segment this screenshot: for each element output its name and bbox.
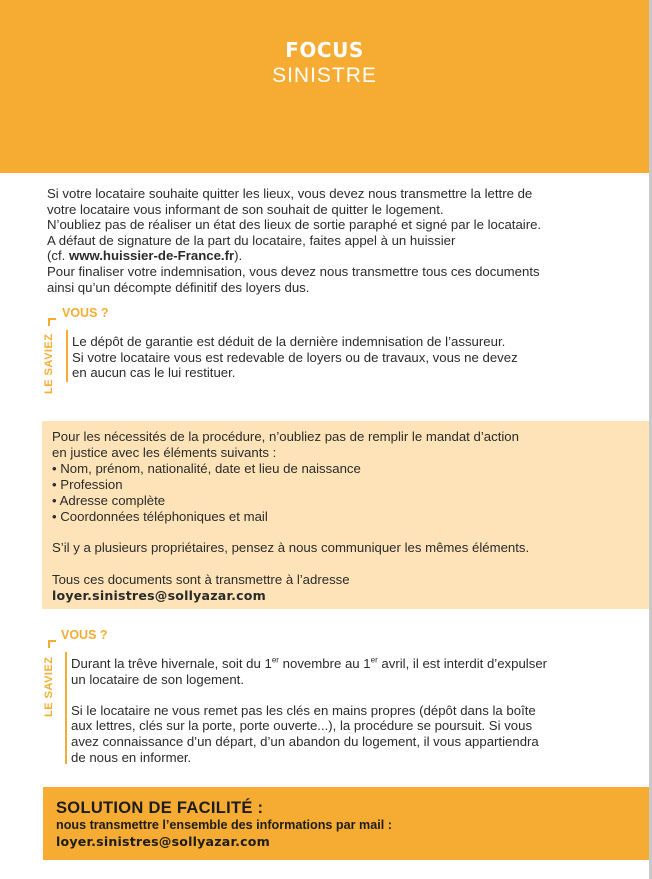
procedure-box <box>42 421 649 609</box>
did-you-know-vous-label: VOUS ? <box>62 306 109 320</box>
solution-box <box>43 787 649 860</box>
list-item: • Coordonnées téléphoniques et mail <box>52 509 612 525</box>
did-you-know-2 <box>43 628 613 768</box>
bracket-right <box>65 652 67 764</box>
procedure-line: Pour les nécessités de la procédure, n’oubliez pas de remplir le mandat d’action <box>52 429 519 444</box>
did-you-know-line: de nous en informer. <box>71 749 192 765</box>
solution-title: SOLUTION DE FACILITÉ : <box>56 799 264 817</box>
intro-line: ainsi qu’un décompte définitif des loyers dus. <box>47 279 310 295</box>
intro-line: Si votre locataire souhaite quitter les lieux, vous devez nous transmettre la lettre de <box>47 186 533 201</box>
solution-email-link[interactable]: loyer.sinistres@sollyazar.com <box>56 834 270 849</box>
list-item: • Adresse complète <box>52 493 612 509</box>
send-note: Tous ces documents sont à transmettre à l’adresse <box>52 572 350 588</box>
text-run: Durant la trêve hivernale, soit du 1 <box>71 656 272 671</box>
did-you-know-line: en aucun cas le lui restituer. <box>72 365 236 381</box>
bracket-side <box>48 318 50 326</box>
list-item: • Nom, prénom, nationalité, date et lieu de naissance <box>52 461 612 477</box>
did-you-know-line: aux lettres, clés sur la porte, porte ouverte...), la procédure se poursuit. Si vous <box>71 718 533 734</box>
intro-text <box>47 186 617 295</box>
did-you-know-line: avez connaissance d’un départ, d’un abandon du logement, il vous appartiendra <box>71 733 539 749</box>
intro-line: N’oubliez pas de réaliser un état des lieux de sortie paraphé et signé par le locataire. <box>47 217 542 233</box>
intro-line <box>47 248 617 264</box>
intro-line-prefix: (cf. <box>47 248 69 264</box>
did-you-know-vertical-label: LE SAVIEZ <box>43 656 55 718</box>
did-you-know-vous-label: VOUS ? <box>61 628 108 642</box>
superscript: er <box>370 655 378 665</box>
requirements-list <box>52 461 612 525</box>
intro-line: A défaut de signature de la part du locataire, faites appel à un huissier <box>47 232 456 248</box>
did-you-know-line: Si votre locataire vous est redevable de loyers ou de travaux, vous ne devez <box>72 349 518 365</box>
did-you-know-line: Si le locataire ne vous remet pas les clés en mains propres (dépôt dans la boîte <box>71 702 536 718</box>
page-subtitle: SINISTRE <box>272 64 377 87</box>
bracket-right <box>66 330 68 382</box>
intro-line: votre locataire vous informant de son souhait de quitter le logement. <box>47 201 444 217</box>
superscript: er <box>271 655 279 665</box>
procedure-content <box>52 429 612 604</box>
huissier-link[interactable]: www.huissier-de-France.fr <box>68 248 235 264</box>
owners-note: S’il y a plusieurs propriétaires, pensez à nous communiquer les mêmes éléments. <box>52 540 530 556</box>
did-you-know-vertical-label: LE SAVIEZ <box>43 333 55 395</box>
did-you-know-text <box>72 334 592 381</box>
list-item: • Profession <box>52 477 612 493</box>
text-run: avril, il est interdit d’expulser <box>377 656 548 671</box>
intro-line-suffix: ). <box>234 248 243 264</box>
bracket-side <box>48 640 50 648</box>
text-run: novembre au 1 <box>278 656 371 671</box>
solution-subtitle: nous transmettre l’ensemble des informations par mail : <box>56 818 392 832</box>
email-link[interactable]: loyer.sinistres@sollyazar.com <box>52 588 266 604</box>
did-you-know-line: un locataire de son logement. <box>71 671 245 687</box>
did-you-know-text <box>71 656 611 765</box>
intro-line: Pour finaliser votre indemnisation, vous devez nous transmettre tous ces documents <box>47 263 540 279</box>
did-you-know-line: Le dépôt de garantie est déduit de la dernière indemnisation de l’assureur. <box>72 334 506 349</box>
procedure-line: en justice avec les éléments suivants : <box>52 444 277 460</box>
did-you-know-line <box>71 656 611 672</box>
did-you-know-1 <box>43 306 603 398</box>
header-banner <box>0 0 649 173</box>
page-title: FOCUS <box>285 38 364 62</box>
